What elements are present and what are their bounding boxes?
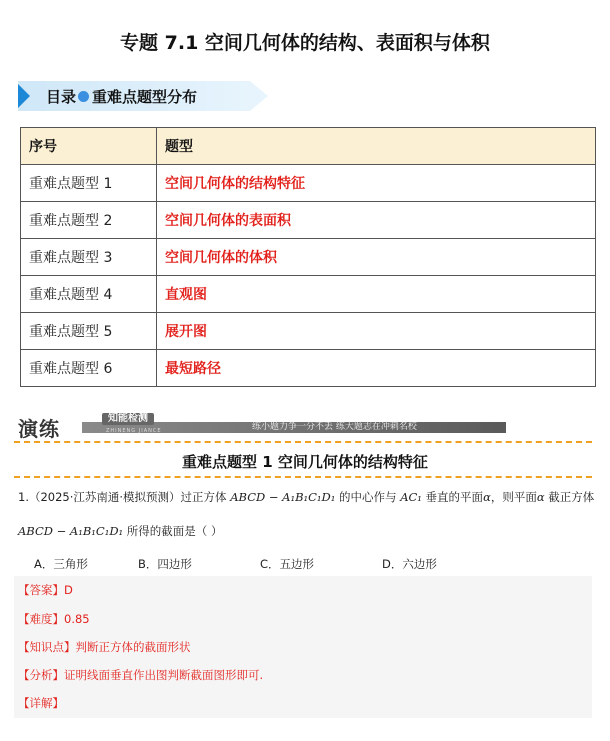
toc-row [21,202,596,239]
toc-row-topic-link[interactable]: 空间几何体的体积 [157,239,596,276]
option-d[interactable]: D．六边形 [382,557,437,571]
math-cube: ABCD − A₁B₁C₁D₁ [18,524,124,538]
toc-banner [18,81,268,111]
question-text: ，则平面 [490,490,537,504]
toc-banner-label [46,86,197,107]
toc-row-topic-link[interactable]: 直观图 [157,276,596,313]
circle-bullet-icon [78,91,89,102]
page-title: 专题 7.1 空间几何体的结构、表面积与体积 [120,32,490,54]
analysis-line: 【分析】证明线面垂直作出图判断截面图形即可. [18,668,264,682]
toc-row [21,313,596,350]
dashed-divider [14,476,592,478]
math-alpha: α [536,490,545,504]
toc-row-number: 重难点题型 1 [21,165,157,202]
question-prefix: 1.（2025·江苏南通·模拟预测）过正方体 [18,490,231,504]
toc-row-number: 重难点题型 2 [21,202,157,239]
answer-box [14,576,592,718]
section-title: 重难点题型 1 空间几何体的结构特征 [182,453,428,471]
toc-header-number: 序号 [21,128,157,165]
toc-row-number: 重难点题型 3 [21,239,157,276]
toc-row-topic-link[interactable]: 展开图 [157,313,596,350]
option-b[interactable]: B．四边形 [138,557,192,571]
question-text: 所得的截面是（ ） [123,524,223,538]
toc-label-left: 目录 [46,88,77,106]
question-text-line-2 [18,523,222,539]
question-text: 垂直的平面 [421,490,484,504]
practice-banner [16,413,506,441]
practice-banner-tag: 知能检测 [102,413,154,425]
triangle-marker-icon [18,84,30,108]
toc-row [21,165,596,202]
answer-line: 【答案】D [18,583,73,597]
option-a[interactable]: A．三角形 [34,557,88,571]
toc-row-number: 重难点题型 4 [21,276,157,313]
toc-row [21,239,596,276]
toc-row-number: 重难点题型 6 [21,350,157,387]
math-diagonal: AC₁ [400,490,422,504]
practice-banner-title: 演练 [18,417,60,441]
difficulty-line: 【难度】0.85 [18,612,90,626]
question-text: 截正方体 [544,490,595,504]
toc-label-right: 重难点题型分布 [92,88,198,106]
toc-row-topic-link[interactable]: 空间几何体的表面积 [157,202,596,239]
question-text: 的中心作与 [335,490,401,504]
toc-row-number: 重难点题型 5 [21,313,157,350]
dashed-divider [14,441,592,443]
knowledge-line: 【知识点】判断正方体的截面形状 [18,640,191,654]
toc-header-row [21,128,596,165]
detail-line: 【详解】 [18,696,64,710]
toc-header-topic: 题型 [157,128,596,165]
toc-table [20,127,596,387]
toc-row-topic-link[interactable]: 空间几何体的结构特征 [157,165,596,202]
math-cube: ABCD − A₁B₁C₁D₁ [230,490,336,504]
practice-banner-subtitle: ZHINENG JIANCE [106,428,162,434]
option-c[interactable]: C．五边形 [260,557,315,571]
toc-row [21,350,596,387]
math-alpha: α [483,490,491,504]
toc-row [21,276,596,313]
toc-row-topic-link[interactable]: 最短路径 [157,350,596,387]
practice-banner-slogan: 练小题力争一分不丢 练大题志在冲刺名校 [252,422,417,432]
question-text-line-1 [18,489,594,505]
